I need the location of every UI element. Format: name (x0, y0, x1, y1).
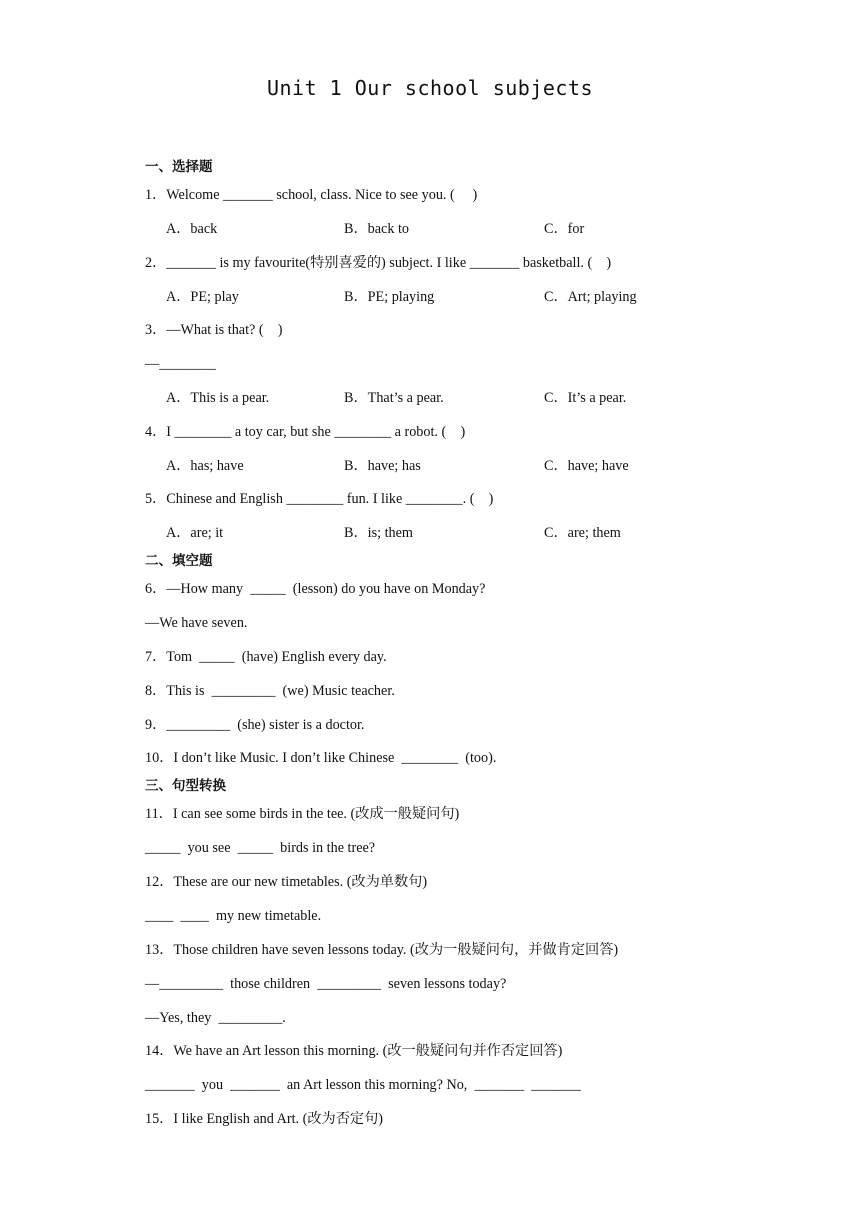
question-12: 12．These are our new timetables. (改为单数句) (145, 874, 428, 890)
section-heading-transform: 三、句型转换 (145, 778, 226, 794)
q5-option-c: C．are; them (544, 525, 621, 541)
question-13: 13．Those children have seven lessons today. (改为一般疑问句，并做肯定回答) (145, 942, 619, 958)
q5-option-a: A．are; it (166, 525, 224, 541)
question-8: 8．This is _________ (we) Music teacher. (145, 683, 395, 699)
q2-option-c: C．Art; playing (544, 289, 637, 305)
q3-option-a: A．This is a pear. (166, 390, 270, 406)
q1-option-b: B．back to (344, 221, 410, 237)
page-title: Unit 1 Our school subjects (266, 76, 594, 100)
question-6: 6．—How many _____ (lesson) do you have on Monday? (145, 581, 486, 597)
section-heading-choice: 一、选择题 (145, 159, 213, 175)
q1-option-c: C．for (544, 221, 585, 237)
q1-option-a: A．back (166, 221, 218, 237)
q3-option-c: C．It’s a pear. (544, 390, 627, 406)
question-1: 1．Welcome _______ school, class. Nice to see you. ( ) (145, 187, 478, 203)
question-3: 3．—What is that? ( ) (145, 322, 283, 338)
question-10: 10．I don’t like Music. I don’t like Chinese ________ (too). (145, 750, 497, 766)
question-13-reply: —Yes, they _________. (145, 1010, 286, 1026)
q4-option-c: C．have; have (544, 458, 629, 474)
question-14-answer: _______ you _______ an Art lesson this morning? No, _______ _______ (145, 1077, 581, 1093)
q5-option-b: B．is; them (344, 525, 413, 541)
question-7: 7．Tom _____ (have) English every day. (145, 649, 387, 665)
question-4: 4．I ________ a toy car, but she ________ a robot. ( ) (145, 424, 466, 440)
section-heading-fill: 二、填空题 (145, 553, 213, 569)
question-11-answer: _____ you see _____ birds in the tree? (145, 840, 376, 856)
question-14: 14．We have an Art lesson this morning. (改一般疑问句并作否定回答) (145, 1043, 563, 1059)
question-11: 11．I can see some birds in the tee. (改成一般疑问句) (145, 806, 460, 822)
q2-option-b: B．PE; playing (344, 289, 435, 305)
question-9: 9．_________ (she) sister is a doctor. (145, 717, 365, 733)
question-15: 15．I like English and Art. (改为否定句) (145, 1111, 384, 1127)
question-3-answer-line: —________ (145, 356, 216, 372)
q2-option-a: A．PE; play (166, 289, 239, 305)
question-12-answer: ____ ____ my new timetable. (145, 908, 322, 924)
question-2: 2．_______ is my favourite(特别喜爱的) subject. I like _______ basketball. ( ) (145, 255, 612, 271)
q3-option-b: B．That’s a pear. (344, 390, 444, 406)
q4-option-a: A．has; have (166, 458, 244, 474)
question-13-answer: —_________ those children _________ seven lessons today? (145, 976, 507, 992)
q4-option-b: B．have; has (344, 458, 421, 474)
question-6-answer: —We have seven. (145, 615, 248, 631)
question-5: 5．Chinese and English ________ fun. I like ________. ( ) (145, 491, 494, 507)
